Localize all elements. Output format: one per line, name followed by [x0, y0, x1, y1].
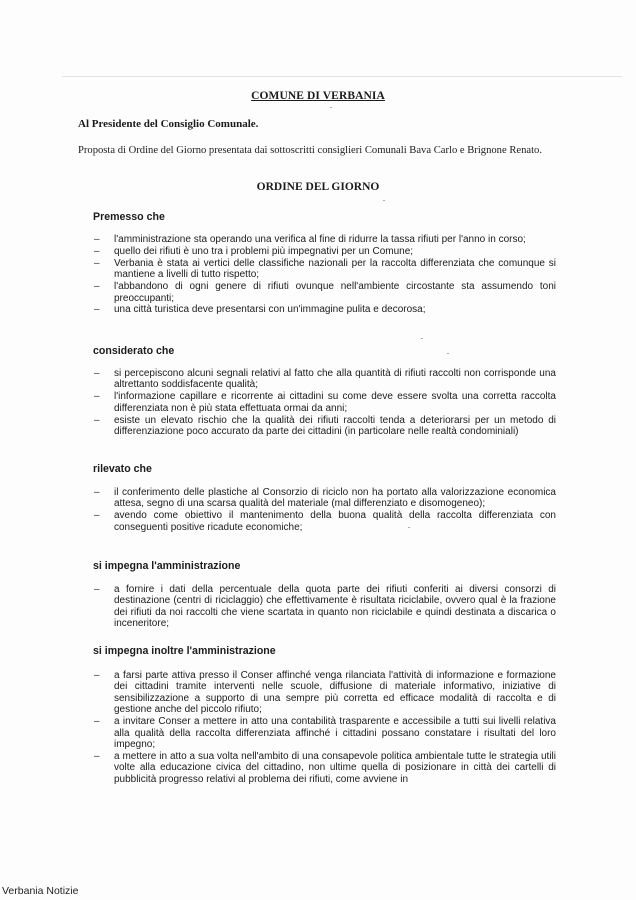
list-item: – a fornire i dati della percentuale della quota parte dei rifiuti conferiti ai diversi consorzi di destinazione (centri di riciclaggio) che effettivamente è risultata riciclabile, ovvero qual è la frazione dei rifiuti da noi raccolti che viene scartata in quanto non riciclabile e quindi destinata a discarica o inceneritore; [94, 584, 556, 630]
list-item: – a farsi parte attiva presso il Conser affinché venga rilanciata l'attività di informazione e formazione dei cittadini tramite interventi nelle scuole, diffusione di materiale informativo, iniziative di sensibilizzazione a supporto di una sempre più corretta ed efficace modalità di raccolta e di gestione anche del piccolo rifiuto; [94, 670, 556, 716]
section-heading-rilevato: rilevato che [93, 463, 152, 475]
scan-speck [383, 200, 385, 201]
scan-edge [62, 76, 622, 77]
document-title: ORDINE DEL GIORNO [256, 181, 380, 193]
scan-speck [421, 338, 423, 339]
list-item: – a invitare Conser a mettere in atto una contabilità trasparente e accessibile a tutti sui livelli relativa alla qualità della raccolta differenziata affinché i cittadini possano constatare i risultati del loro impegno; [94, 716, 556, 750]
list-item: – una città turistica deve presentarsi con un'immagine pulita e decorosa; [94, 304, 556, 315]
section-list-impegna-inoltre [94, 670, 556, 786]
section-heading-impegna-inoltre: si impegna inoltre l'amministrazione [93, 645, 276, 657]
list-item: – avendo come obiettivo il mantenimento della buona qualità della raccolta differenziata con conseguenti positive ricadute economiche; [94, 510, 556, 533]
scan-speck [408, 527, 410, 528]
list-item: – l'informazione capillare e ricorrente ai cittadini su come deve essere svolta una corretta raccolta differenziata non è più stata effettuata ormai da anni; [94, 391, 556, 414]
list-item: – Verbania è stata ai vertici delle classifiche nazionali per la raccolta differenziata che comunque si mantiene a livelli di tutto rispetto; [94, 258, 556, 281]
list-item: – l'abbandono di ogni genere di rifiuti ovunque nell'ambiente circostante sta assumendo toni preoccupanti; [94, 281, 556, 304]
proposal-text: Proposta di Ordine del Giorno presentata dai sottoscritti consiglieri Comunali Bava Carlo e Brignone Renato. [78, 145, 542, 156]
section-heading-premesso: Premesso che [93, 211, 165, 223]
municipality-title: COMUNE DI VERBANIA [251, 90, 385, 102]
addressee: Al Presidente del Consiglio Comunale. [78, 118, 259, 130]
list-item: – l'amministrazione sta operando una verifica al fine di ridurre la tassa rifiuti per l'anno in corso; [94, 234, 556, 245]
section-heading-impegna: si impegna l'amministrazione [93, 560, 241, 572]
section-list-premesso [94, 234, 556, 316]
list-item: – si percepiscono alcuni segnali relativi al fatto che alla quantità di rifiuti raccolti non corrisponde una altrettanto soddisfacente qualità; [94, 368, 556, 391]
section-list-impegna [94, 584, 556, 630]
source-footer: Verbania Notizie [2, 885, 79, 897]
scan-speck [447, 353, 449, 354]
list-item: – quello dei rifiuti è uno tra i problemi più impegnativi per un Comune; [94, 246, 556, 257]
list-item: – esiste un elevato rischio che la qualità dei rifiuti raccolti tenda a deteriorarsi per un metodo di differenziazione poco accurato da parte dei cittadini (in particolare nelle realtà condominiali) [94, 415, 556, 438]
section-list-rilevato [94, 487, 556, 534]
scan-speck [330, 107, 332, 108]
section-list-considerato [94, 368, 556, 438]
list-item: – il conferimento delle plastiche al Consorzio di riciclo non ha portato alla valorizzazione economica attesa, segno di una scarsa qualità del materiale (mal differenziato e disomogeneo); [94, 487, 556, 510]
list-item: – a mettere in atto a sua volta nell'ambito di una consapevole politica ambientale tutte le strategia utili volte alla educazione civica del cittadino, non ultime quella di posizionare in città dei cartelli di pubblicità progresso relativi al problema dei rifiuti, come avviene in [94, 751, 556, 785]
section-heading-considerato: considerato che [93, 345, 175, 357]
